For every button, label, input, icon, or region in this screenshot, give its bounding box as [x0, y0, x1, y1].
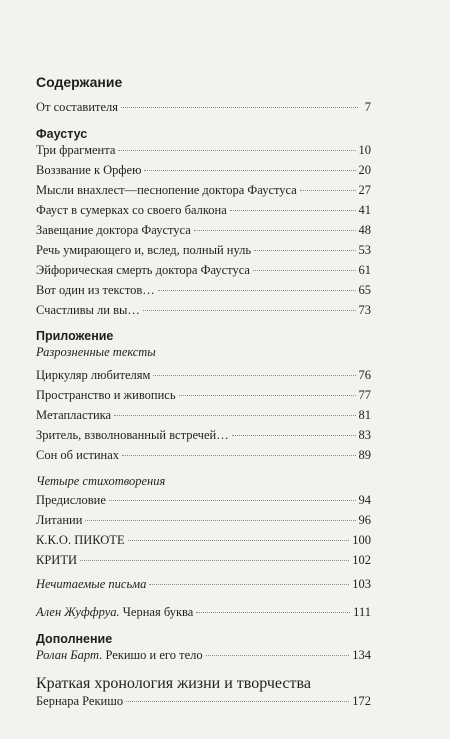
- toc-entry: [36, 282, 371, 298]
- entry-page: 53: [358, 243, 371, 257]
- toc-entry: [36, 182, 371, 198]
- entry-title: Циркуляр любителям: [36, 368, 151, 382]
- entry-page: 100: [352, 533, 371, 547]
- toc-entry-multiline: [36, 675, 371, 709]
- toc-entry: [36, 367, 371, 383]
- toc-entry: [36, 693, 371, 709]
- dot-leader: [126, 701, 349, 702]
- toc-entry: [36, 99, 371, 115]
- dot-leader: [230, 210, 356, 211]
- entry-title: Речь умирающего и, вслед, полный нуль: [36, 243, 252, 257]
- entry-page: 134: [352, 648, 371, 662]
- entry-page: 7: [364, 100, 371, 114]
- entry-page: 81: [358, 408, 371, 422]
- dot-leader: [149, 584, 349, 585]
- entry-page: 102: [352, 553, 371, 567]
- entry-page: 76: [358, 368, 371, 382]
- toc-entry: [36, 142, 371, 158]
- toc-entry: [36, 262, 371, 278]
- entry-page: 20: [358, 163, 371, 177]
- entry-page: 89: [358, 448, 371, 462]
- entry-page: 27: [358, 183, 371, 197]
- entry-title: КРИТИ: [36, 553, 77, 567]
- entry-title: Воззвание к Орфею: [36, 163, 142, 177]
- dot-leader: [122, 455, 355, 456]
- entry-page: 111: [353, 605, 371, 619]
- toc-entry: [36, 427, 371, 443]
- toc-entry: [36, 604, 371, 620]
- dot-leader: [118, 150, 355, 151]
- entry-title: [36, 647, 203, 663]
- dot-leader: [300, 190, 356, 191]
- toc-entry: [36, 162, 371, 178]
- toc-entry: [36, 647, 371, 663]
- section-title: Приложение: [36, 329, 114, 343]
- entry-page: 41: [358, 203, 371, 217]
- entry-title: Сон об истинах: [36, 448, 120, 462]
- dot-leader: [153, 375, 355, 376]
- entry-title: [36, 604, 193, 620]
- entry-page: 96: [358, 513, 371, 527]
- dot-leader: [196, 612, 350, 613]
- dot-leader: [194, 230, 356, 231]
- toc-entry: [36, 512, 371, 528]
- table-of-contents: [36, 73, 371, 709]
- entry-author: Ален Жуффруа.: [36, 605, 120, 619]
- entry-page: 10: [358, 143, 371, 157]
- entry-title: Предисловие: [36, 493, 106, 507]
- entry-work: Черная буква: [122, 605, 194, 619]
- entry-page: 73: [358, 303, 371, 317]
- entry-page: 172: [352, 694, 371, 708]
- entry-title: Нечитаемые письма: [36, 577, 147, 591]
- entry-author: Ролан Барт.: [36, 648, 103, 662]
- section-appendix: [36, 328, 371, 620]
- entry-title: Вот один из текстов…: [36, 283, 155, 297]
- dot-leader: [254, 250, 355, 251]
- toc-entry: [36, 387, 371, 403]
- entry-page: 94: [358, 493, 371, 507]
- subsection-title: Четыре стихотворения: [36, 474, 166, 488]
- section-title: Дополнение: [36, 632, 113, 646]
- dot-leader: [232, 435, 356, 436]
- toc-entry: [36, 576, 371, 592]
- toc-entry: [36, 492, 371, 508]
- entry-title: Завещание доктора Фаустуса: [36, 223, 191, 237]
- entry-title: Метапластика: [36, 408, 112, 422]
- toc-entry: [36, 447, 371, 463]
- toc-entry: [36, 407, 371, 423]
- entry-title: Мысли внахлест—песнопение доктора Фаустуса: [36, 183, 297, 197]
- entry-title: Пространство и живопись: [36, 388, 176, 402]
- toc-entry: [36, 302, 371, 318]
- entry-title: К.К.О. ПИКОТЕ: [36, 533, 125, 547]
- entry-page: 65: [358, 283, 371, 297]
- dot-leader: [143, 310, 356, 311]
- entry-title-line2: Бернара Рекишо: [36, 694, 124, 708]
- toc-entry: [36, 552, 371, 568]
- entry-title: От составителя: [36, 100, 119, 114]
- toc-entry: [36, 202, 371, 218]
- entry-title: Эйфорическая смерть доктора Фаустуса: [36, 263, 250, 277]
- dot-leader: [253, 270, 356, 271]
- entry-page: 83: [358, 428, 371, 442]
- subsection-title: Разрозненные тексты: [36, 345, 156, 359]
- dot-leader: [144, 170, 355, 171]
- entry-page: 103: [352, 577, 371, 591]
- dot-leader: [121, 107, 358, 108]
- entry-title: Зритель, взволнованный встречей…: [36, 428, 229, 442]
- dot-leader: [85, 520, 355, 521]
- section-addition: [36, 631, 371, 709]
- dot-leader: [179, 395, 356, 396]
- dot-leader: [109, 500, 356, 501]
- entry-page: 77: [358, 388, 371, 402]
- entry-title: Счастливы ли вы…: [36, 303, 140, 317]
- dot-leader: [114, 415, 355, 416]
- page-title: Содержание: [36, 74, 123, 90]
- entry-page: 61: [358, 263, 371, 277]
- toc-entry: [36, 532, 371, 548]
- section-title: Фаустус: [36, 127, 88, 141]
- section-faustus: [36, 126, 371, 318]
- entry-title: Литании: [36, 513, 83, 527]
- entry-title: Фауст в сумерках со своего балкона: [36, 203, 227, 217]
- toc-entry: [36, 242, 371, 258]
- dot-leader: [158, 290, 356, 291]
- toc-entry: [36, 222, 371, 238]
- dot-leader: [128, 540, 350, 541]
- dot-leader: [206, 655, 350, 656]
- entry-title-line1: Краткая хронология жизни и творчества: [36, 675, 311, 692]
- entry-page: 48: [358, 223, 371, 237]
- entry-title: Три фрагмента: [36, 143, 116, 157]
- dot-leader: [80, 560, 349, 561]
- entry-work: Рекишо и его тело: [105, 648, 203, 662]
